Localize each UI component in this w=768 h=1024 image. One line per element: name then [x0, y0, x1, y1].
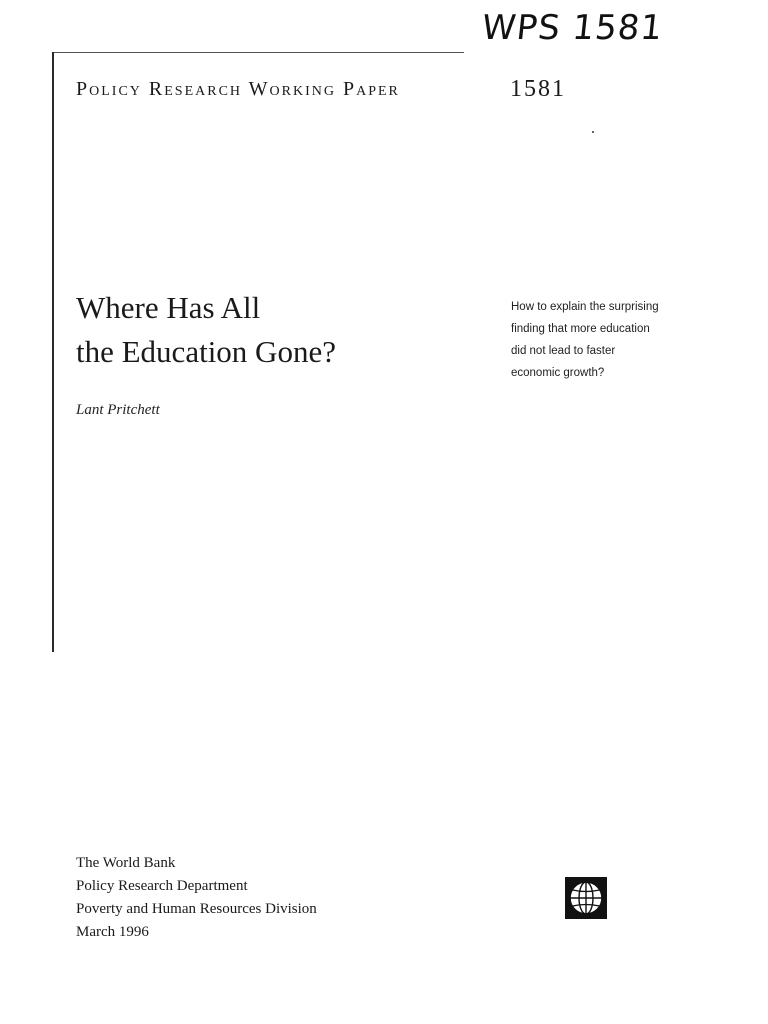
summary-line-1: How to explain the surprising [511, 301, 659, 313]
summary-line-4: economic growth? [511, 367, 605, 379]
world-bank-globe-icon [565, 877, 607, 919]
scan-speck [592, 131, 594, 133]
top-rule [52, 52, 464, 53]
title-line-1: Where Has All [76, 290, 261, 325]
publisher-line-3: Poverty and Human Resources Division [76, 901, 317, 917]
author-name: Lant Pritchett [76, 402, 160, 418]
summary-line-3: did not lead to faster [511, 345, 616, 357]
publication-date: March 1996 [76, 924, 149, 940]
publisher-line-1: The World Bank [76, 855, 176, 871]
publisher-block [76, 852, 317, 944]
left-margin-rule [52, 52, 54, 652]
paper-number: 1581 [510, 76, 566, 102]
summary-question [511, 296, 659, 384]
publisher-line-2: Policy Research Department [76, 878, 248, 894]
title-line-2: the Education Gone? [76, 334, 336, 369]
paper-title [76, 286, 336, 374]
handwritten-report-code: WPS 1581 [479, 8, 666, 48]
series-title: Policy Research Working Paper [76, 78, 400, 100]
summary-line-2: finding that more education [511, 323, 650, 335]
